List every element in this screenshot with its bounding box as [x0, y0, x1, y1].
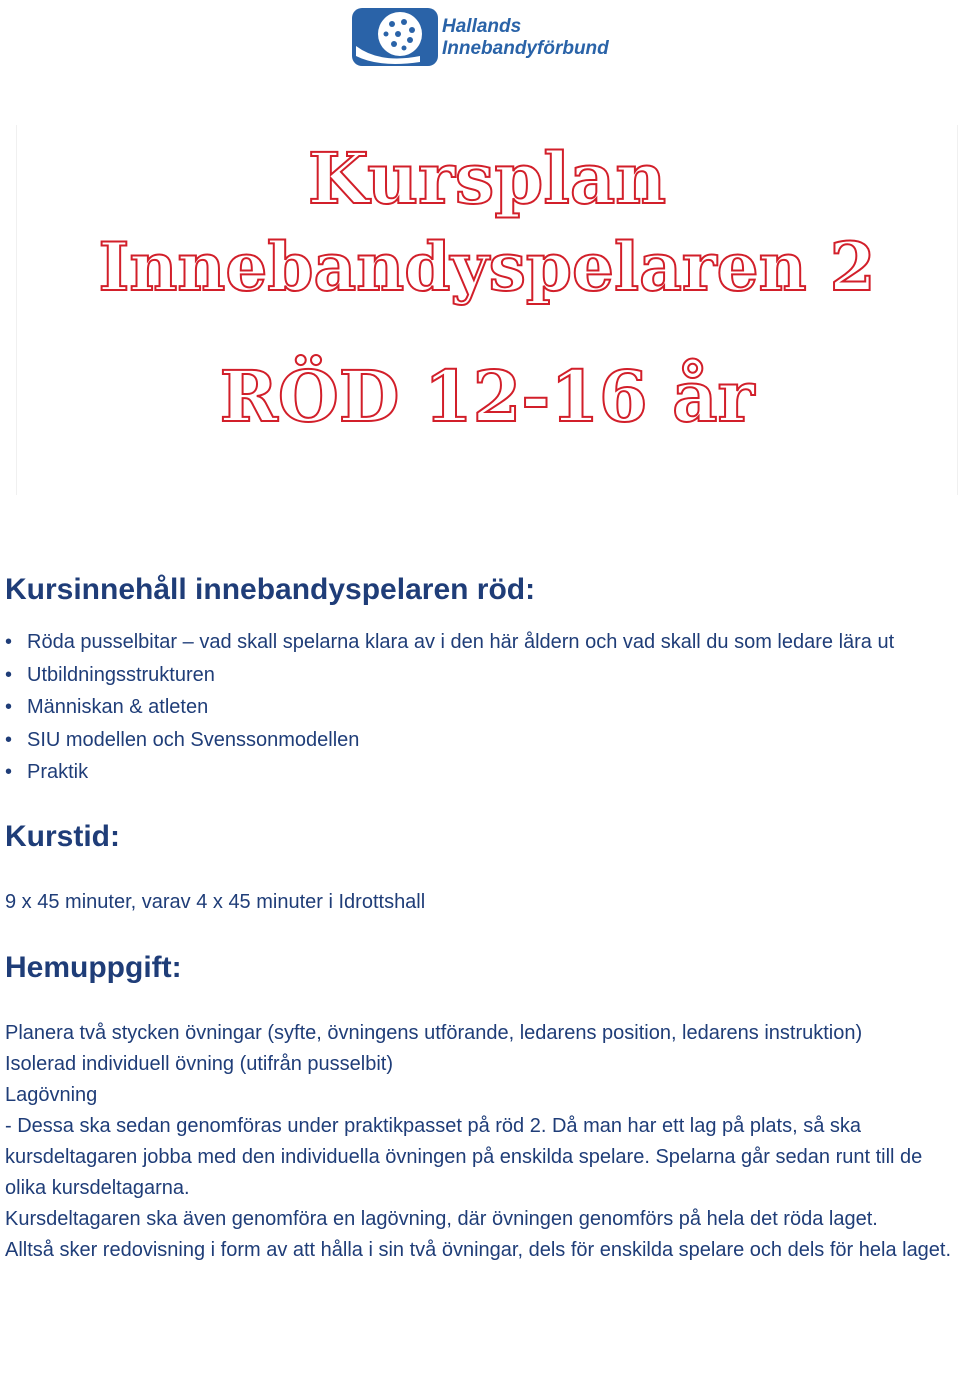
time-heading: Kurstid: [5, 819, 120, 853]
homework-heading: Hemuppgift: [5, 950, 182, 984]
logo-text-line1: Hallands [442, 16, 522, 37]
homework-paragraph: Lagövning [5, 1083, 98, 1106]
homework-paragraph: Isolerad individuell övning (utifrån pusselbit) [5, 1052, 393, 1075]
bullet-item: • Röda pusselbitar – vad skall spelarna klara av i den här åldern och vad skall du som ledare lära ut [5, 626, 957, 659]
content-heading: Kursinnehåll innebandyspelaren röd: [5, 573, 536, 606]
floorball-ball-icon [350, 6, 440, 68]
title-banner [16, 125, 958, 495]
time-text: 9 x 45 minuter, varav 4 x 45 minuter i Idrottshall [5, 890, 426, 913]
title-line-3: RÖD 12-16 år [219, 355, 755, 438]
homework-paragraph: Planera två stycken övningar (syfte, övningens utförande, ledarens position, ledarens instruktion) [5, 1021, 863, 1044]
bullet-item: • Praktik [5, 756, 957, 789]
homework-paragraph: - Dessa ska sedan genomföras under praktikpasset på röd 2. Då man har ett lag på plats, så ska kursdeltagaren jobba med den individuella övningen på enskilda spelare. Spelarna går sedan runt till de olika kursdeltagarna. [5, 1114, 923, 1199]
logo-text-line2: Innebandyförbund [442, 38, 609, 59]
document-body [5, 574, 957, 1266]
federation-logo [350, 6, 625, 68]
bullet-item: • Människan & atleten [5, 691, 957, 724]
title-line-1: Kursplan [307, 137, 667, 220]
title-line-2: Innebandyspelaren 2 [98, 228, 876, 306]
homework-text [5, 1018, 957, 1266]
homework-paragraph: Alltså sker redovisning i form av att hålla i sin två övningar, dels för enskilda spelare och dels för hela laget. [5, 1238, 952, 1261]
bullet-item: • Utbildningsstrukturen [5, 659, 957, 692]
homework-paragraph: Kursdeltagaren ska även genomföra en lagövning, där övningen genomförs på hela det röda laget. [5, 1207, 878, 1230]
content-bullet-list [5, 626, 957, 789]
bullet-item: • SIU modellen och Svenssonmodellen [5, 724, 957, 757]
